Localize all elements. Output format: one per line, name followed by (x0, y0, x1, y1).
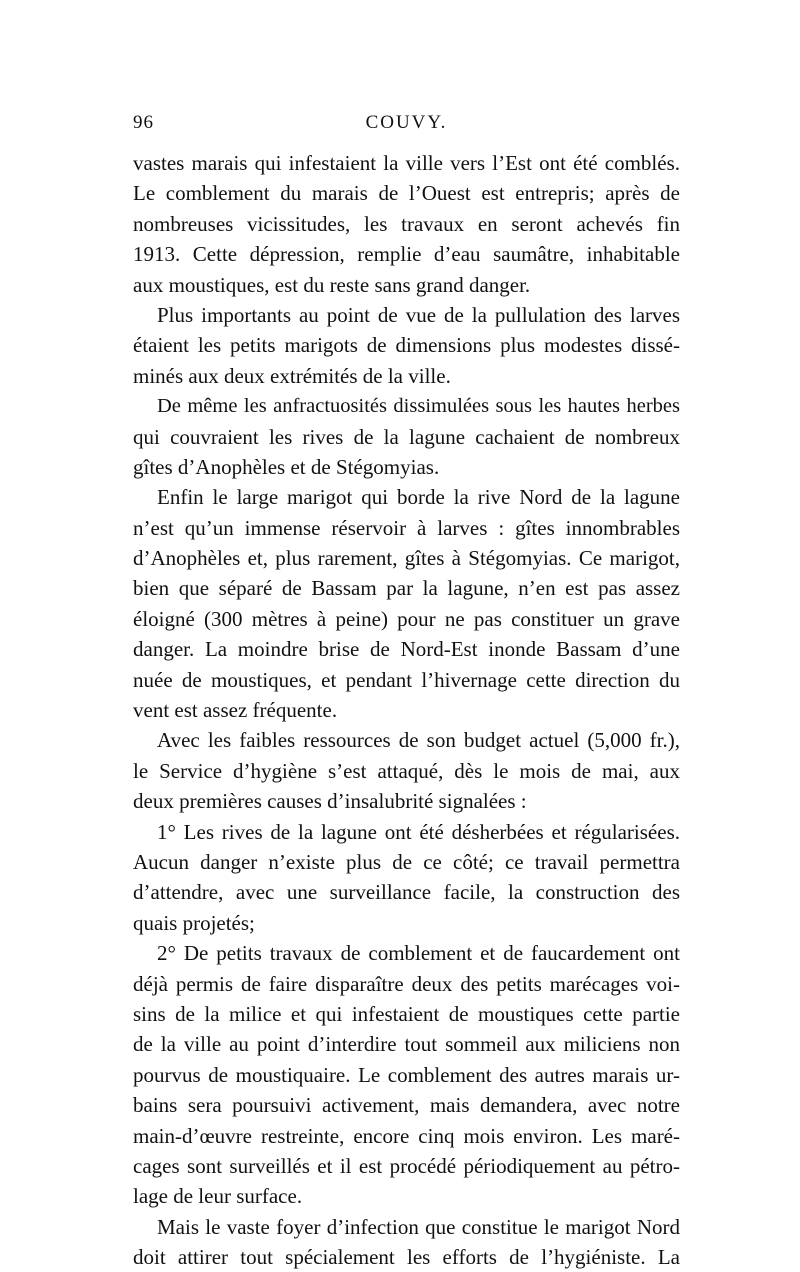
text-line: 2° De petits travaux de comblement et de faucardement ont (157, 941, 680, 966)
text-line: cages sont surveillés et il est procédé périodiquement au pétro- (133, 1153, 680, 1178)
text-line: bains sera poursuivi activement, mais demandera, avec notre (133, 1093, 680, 1118)
text-line: gîtes d’Anophèles et de Stégomyias. (133, 454, 440, 479)
text-line: éloigné (300 mètres à peine) pour ne pas constituer un grave (133, 606, 680, 631)
text-line: main-d’œuvre restreinte, encore cinq mois environ. Les maré- (133, 1123, 680, 1148)
text-line: sins de la milice et qui infestaient de moustiques cette partie (133, 1001, 680, 1026)
text-line: lage de leur surface. (133, 1184, 303, 1209)
text-line: d’Anophèles et, plus rarement, gîtes à Stégomyias. Ce marigot, (133, 546, 680, 571)
text-line: nombreuses vicissitudes, les travaux en seront achevés fin (133, 211, 680, 236)
text-line: De même les anfractuosités dissimulées sous les hautes herbes (157, 395, 680, 418)
text-line: doit attirer tout spécialement les efforts de l’hygiéniste. La (133, 1245, 680, 1270)
text-line: bien que séparé de Bassam par la lagune, n’en est pas assez (133, 576, 680, 601)
text-line: Plus importants au point de vue de la pullulation des larves (157, 302, 680, 327)
text-line: n’est qu’un immense réservoir à larves : gîtes innombrables (133, 515, 680, 540)
text-line: vent est assez fréquente. (133, 698, 338, 723)
text-line: 1° Les rives de la lagune ont été désherbées et régularisées. (157, 819, 680, 844)
text-line: deux premières causes d’insalubrité signalées : (133, 789, 527, 814)
text-line: Mais le vaste foyer d’infection que constitue le marigot Nord (157, 1214, 680, 1239)
text-line: étaient les petits marigots de dimensions plus modestes dissé- (133, 333, 680, 358)
text-line: d’attendre, avec une surveillance facile, la construction des (133, 880, 680, 905)
text-line: Aucun danger n’existe plus de ce côté; ce travail permettra (133, 849, 680, 874)
text-line: le Service d’hygiène s’est attaqué, dès le mois de mai, aux (133, 758, 680, 783)
text-line: déjà permis de faire disparaître deux des petits marécages voi- (133, 971, 680, 996)
text-line: aux moustiques, est du reste sans grand danger. (133, 272, 531, 297)
text-line: minés aux deux extrémités de la ville. (133, 363, 451, 388)
text-line: danger. La moindre brise de Nord-Est inonde Bassam d’une (133, 637, 680, 662)
text-line: pourvus de moustiquaire. Le comblement des autres marais ur- (133, 1062, 680, 1087)
text-line: qui couvraient les rives de la lagune cachaient de nombreux (133, 424, 680, 449)
page-header (133, 112, 680, 142)
text-line: Enfin le large marigot qui borde la rive Nord de la lagune (157, 485, 680, 510)
text-line: quais projetés; (133, 910, 255, 935)
running-title: COUVY. (365, 112, 448, 133)
page-number: 96 (133, 112, 154, 133)
body-text (133, 148, 680, 1272)
text-line: Le comblement du marais de l’Ouest est entrepris; après de (133, 181, 680, 206)
text-line: vastes marais qui infestaient la ville vers l’Est ont été comblés. (133, 151, 680, 175)
text-line: de la ville au point d’interdire tout sommeil aux miliciens non (133, 1032, 680, 1057)
text-line: Avec les faibles ressources de son budget actuel (5,000 fr.), (157, 728, 680, 753)
text-line: nuée de moustiques, et pendant l’hivernage cette direction du (133, 667, 680, 692)
text-line: 1913. Cette dépression, remplie d’eau saumâtre, inhabitable (133, 242, 680, 267)
